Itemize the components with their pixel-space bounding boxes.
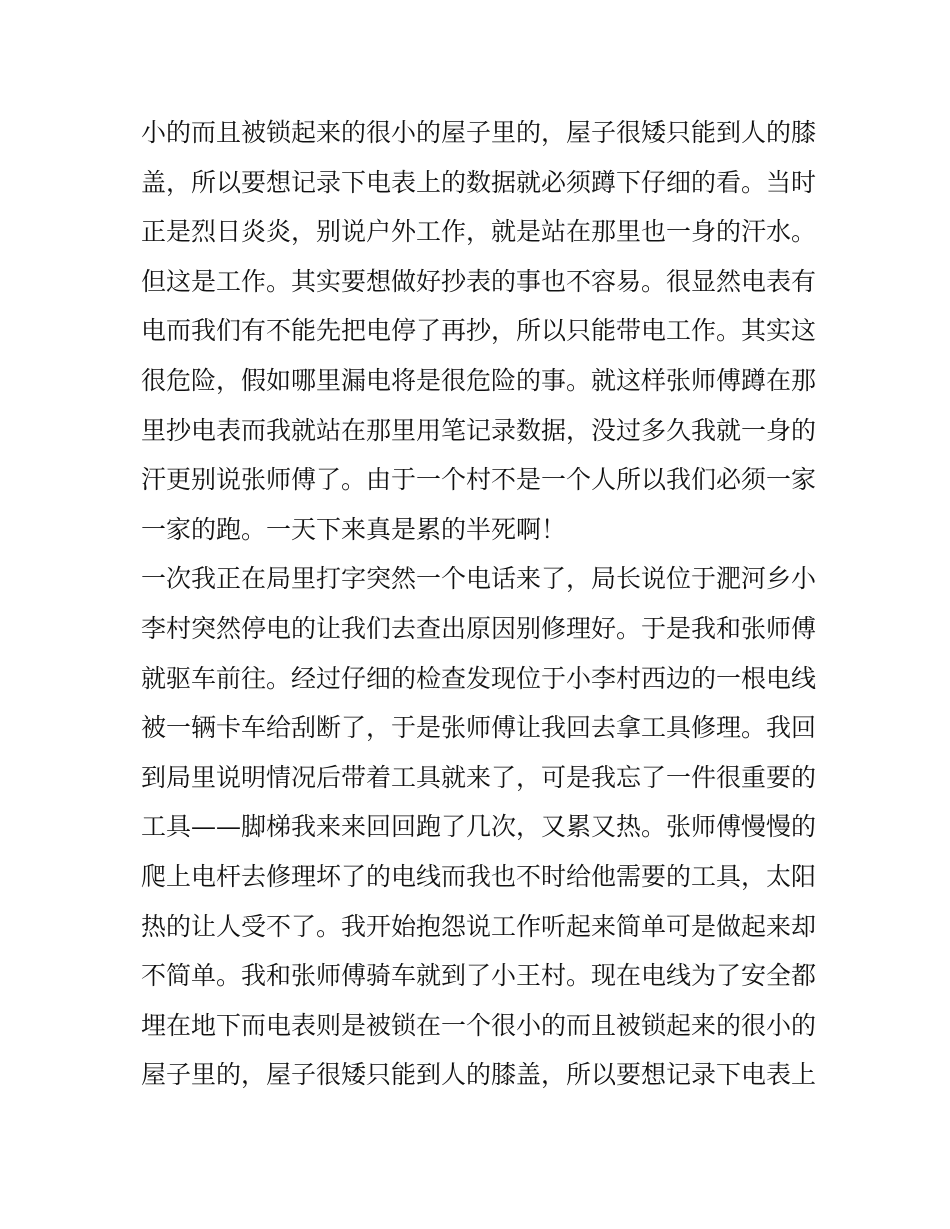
- text-line: 埋在地下而电表则是被锁在一个很小的而且被锁起来的很小的: [141, 1010, 817, 1040]
- text-line: 一次我正在局里打字突然一个电话来了，局长说位于淝河乡小: [141, 564, 817, 594]
- text-line: 盖，所以要想记录下电表上的数据就必须蹲下仔细的看。当时: [141, 167, 817, 197]
- text-line: 到局里说明情况后带着工具就来了，可是我忘了一件很重要的: [141, 762, 817, 792]
- text-line: 汗更别说张师傅了。由于一个村不是一个人所以我们必须一家: [141, 465, 817, 495]
- text-line: 不简单。我和张师傅骑车就到了小王村。现在电线为了安全都: [141, 961, 817, 991]
- text-line: 正是烈日炎炎，别说户外工作，就是站在那里也一身的汗水。: [141, 217, 817, 247]
- text-line: 很危险，假如哪里漏电将是很危险的事。就这样张师傅蹲在那: [141, 365, 817, 395]
- text-line: 工具——脚梯我来来回回跑了几次，又累又热。张师傅慢慢的: [141, 812, 817, 842]
- text-line: 一家的跑。一天下来真是累的半死啊！: [141, 514, 567, 544]
- text-line: 屋子里的，屋子很矮只能到人的膝盖，所以要想记录下电表上: [141, 1060, 817, 1090]
- text-line: 热的让人受不了。我开始抱怨说工作听起来简单可是做起来却: [141, 911, 817, 941]
- text-line: 被一辆卡车给刮断了，于是张师傅让我回去拿工具修理。我回: [141, 713, 817, 743]
- text-line: 爬上电杆去修理坏了的电线而我也不时给他需要的工具，太阳: [141, 861, 817, 891]
- text-line: 小的而且被锁起来的很小的屋子里的，屋子很矮只能到人的膝: [141, 118, 817, 147]
- body-text: [141, 108, 821, 1100]
- text-line: 李村突然停电的让我们去查出原因别修理好。于是我和张师傅: [141, 613, 817, 643]
- text-line: 电而我们有不能先把电停了再抄，所以只能带电工作。其实这: [141, 316, 817, 346]
- text-line: 但这是工作。其实要想做好抄表的事也不容易。很显然电表有: [141, 266, 817, 296]
- text-line: 就驱车前往。经过仔细的检查发现位于小李村西边的一根电线: [141, 663, 817, 693]
- text-line: 里抄电表而我就站在那里用笔记录数据，没过多久我就一身的: [141, 415, 817, 445]
